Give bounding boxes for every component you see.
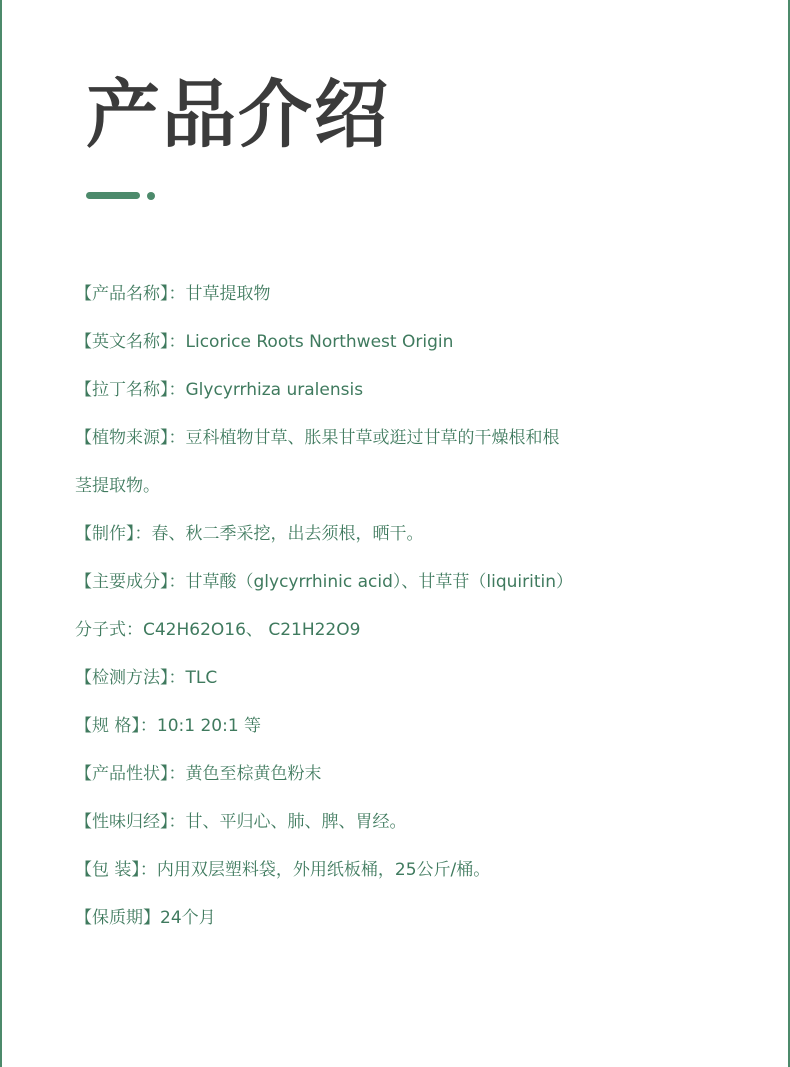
info-line-production: 【制作】：春、秋二季采挖，出去须根，晒干。	[75, 524, 424, 544]
info-line-shelf-life: 【保质期】24个月	[75, 908, 216, 928]
info-line-test-method: 【检测方法】：TLC	[75, 668, 218, 688]
title-underline-dot	[147, 192, 155, 200]
info-line-molecular-formula: 分子式：C42H62O16、 C21H22O9	[75, 620, 361, 640]
info-line-plant-source: 【植物来源】：豆科植物甘草、胀果甘草或逛过甘草的干燥根和根	[75, 428, 560, 448]
info-line-specification: 【规 格】：10:1 20:1 等	[75, 716, 262, 736]
product-info	[75, 270, 775, 942]
info-line-appearance: 【产品性状】：黄色至棕黄色粉末	[75, 764, 322, 784]
info-line-plant-source-cont: 茎提取物。	[75, 476, 160, 496]
title-underline-bar	[86, 192, 140, 199]
info-line-property: 【性味归经】：甘、平归心、肺、脾、胃经。	[75, 812, 407, 832]
page-title: 产品介绍	[86, 72, 390, 158]
info-line-english-name: 【英文名称】：Licorice Roots Northwest Origin	[75, 332, 454, 352]
info-line-product-name: 【产品名称】：甘草提取物	[75, 284, 271, 304]
info-line-latin-name: 【拉丁名称】：Glycyrrhiza uralensis	[75, 380, 364, 400]
info-line-main-ingredients: 【主要成分】：甘草酸（glycyrrhinic acid）、甘草苷（liquiritin）	[75, 572, 573, 592]
info-line-packaging: 【包 装】：内用双层塑料袋，外用纸板桶，25公斤/桶。	[75, 860, 491, 880]
